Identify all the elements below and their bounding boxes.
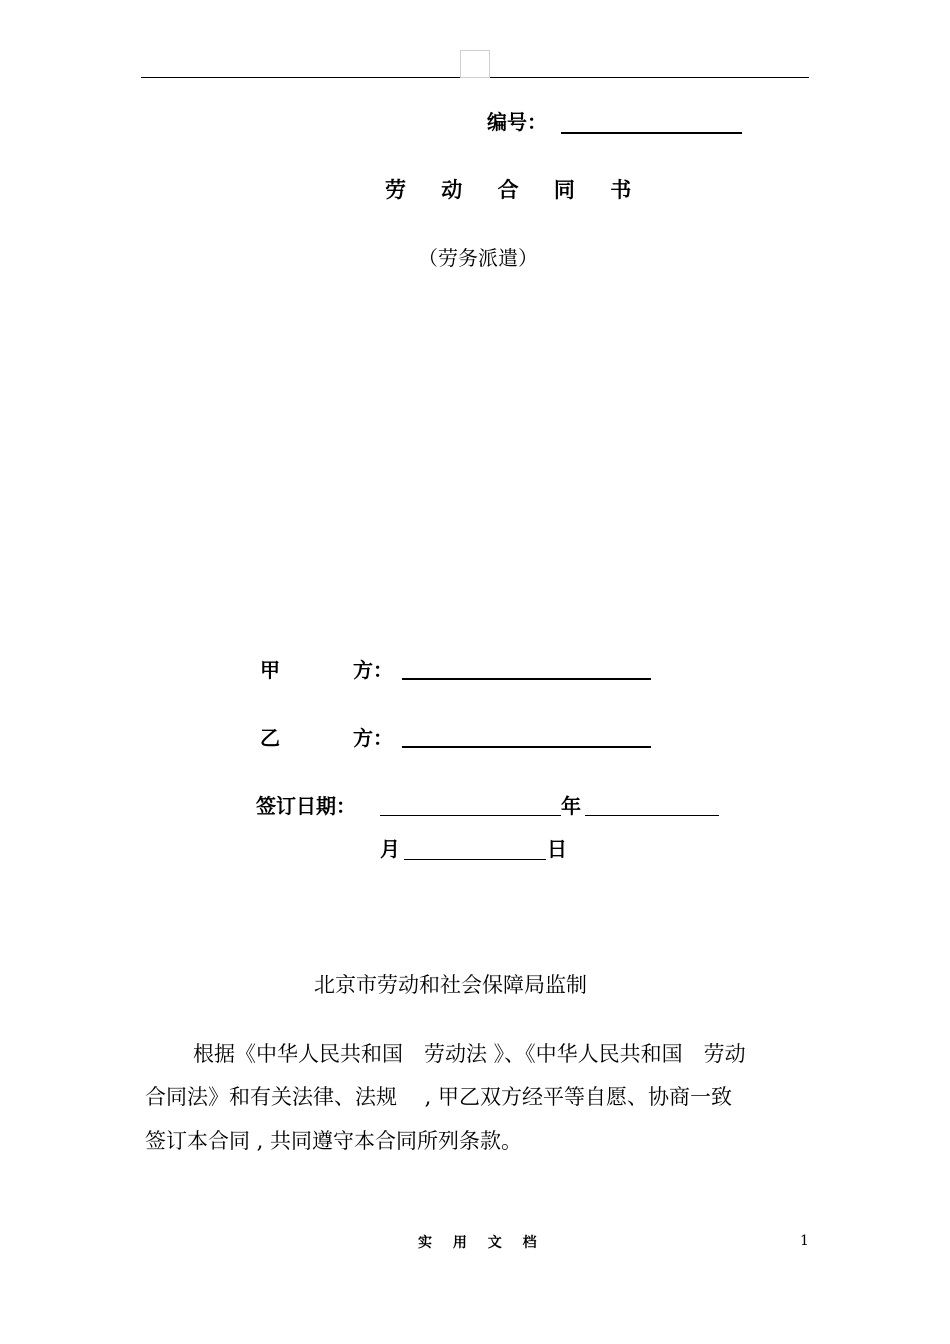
party-b-field-line[interactable] [402, 746, 651, 748]
signing-day-label: 日 [547, 837, 567, 861]
signing-year-label: 年 [561, 794, 581, 818]
party-b-label-2: 方： [353, 726, 393, 750]
signing-day-field-line[interactable] [404, 859, 546, 860]
signing-month-field-line[interactable] [585, 815, 719, 816]
page-number: 1 [800, 1233, 809, 1249]
preamble-line-2: 合同法》和有关法律、法规 , 甲乙双方经平等自愿、协商一致 [145, 1085, 733, 1109]
party-a-field-line[interactable] [402, 678, 651, 680]
party-a-label-2: 方： [353, 658, 393, 682]
signing-date-label: 签订日期： [256, 794, 356, 818]
number-label: 编号： [487, 110, 547, 134]
page-title: 劳 动 合 同 书 [385, 178, 646, 202]
supervisor-text: 北京市劳动和社会保障局监制 [314, 973, 587, 997]
number-field-line[interactable] [561, 132, 742, 134]
party-b-label-1: 乙 [260, 726, 280, 750]
page-subtitle: （劳务派遣） [418, 246, 538, 270]
signing-month-label: 月 [380, 837, 400, 861]
preamble-line-3: 签订本合同 , 共同遵守本合同所列条款。 [145, 1129, 523, 1153]
signing-year-field-line[interactable] [380, 815, 561, 816]
preamble-line-1: 根据《中华人民共和国 劳动法 》、《中华人民共和国 劳动 [193, 1042, 746, 1066]
footer-text: 实 用 文 档 [418, 1235, 545, 1251]
party-a-label-1: 甲 [260, 658, 280, 682]
header-box [460, 50, 490, 78]
